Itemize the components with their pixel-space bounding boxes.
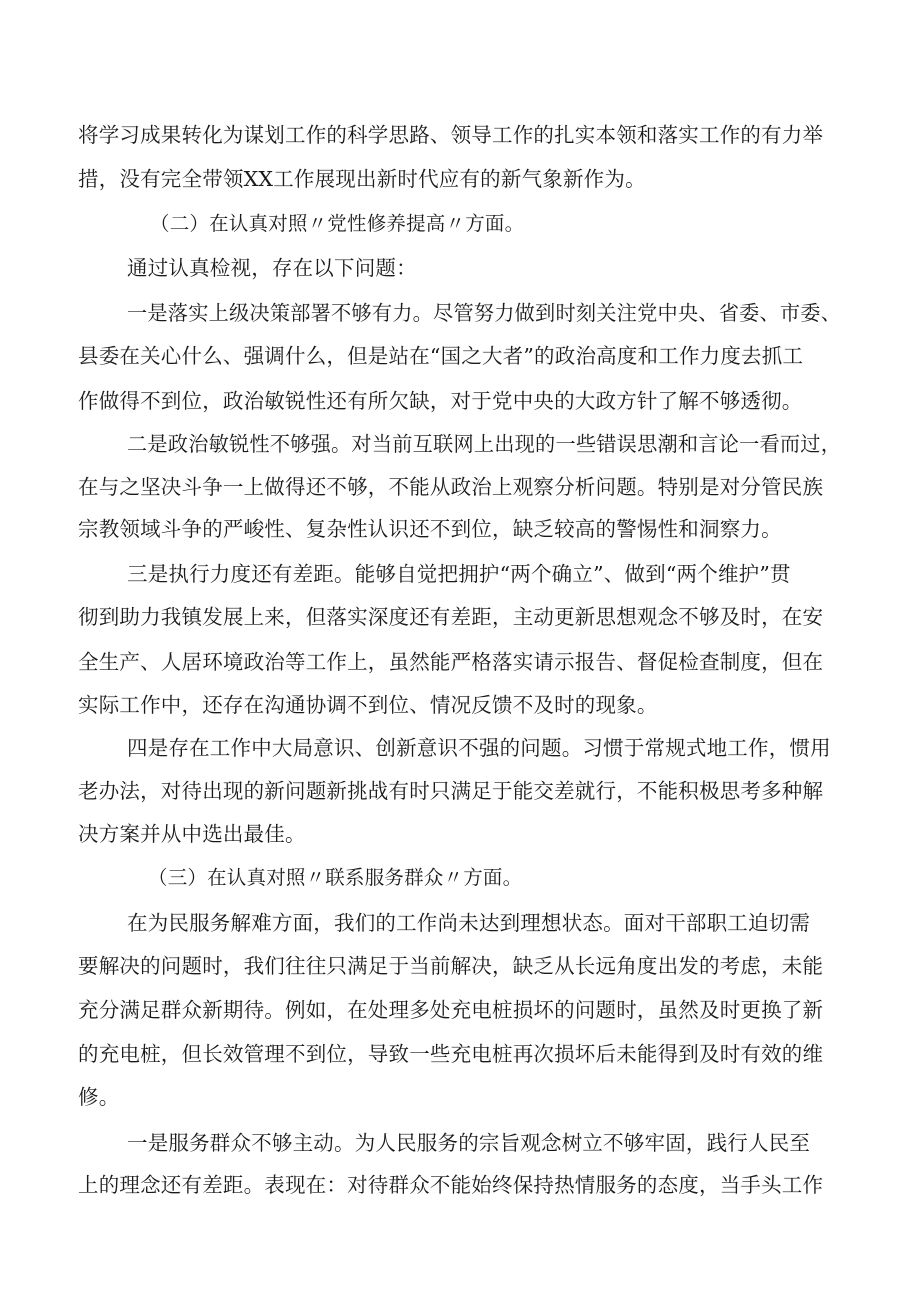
text-line: 要解决的问题时，我们往往只满足于当前解决，缺乏从长远角度出发的考虑，未能	[78, 954, 824, 978]
text-line: 决方案并从中选出最佳。	[78, 822, 306, 846]
text-line: 宗教领域斗争的严峻性、复杂性认识还不到位，缺乏较高的警惕性和洞察力。	[78, 517, 782, 541]
text-line: 老办法，对待出现的新问题新挑战有时只满足于能交差就行，不能积极思考多种解	[78, 779, 824, 803]
text-line: 实际工作中，还存在沟通协调不到位、情况反馈不及时的现象。	[78, 693, 658, 717]
text-line: 上的理念还有差距。表现在：对待群众不能始终保持热情服务的态度，当手头工作	[78, 1173, 824, 1197]
text-line: 彻到助力我镇发展上来，但落实深度还有差距，主动更新思想观念不够及时，在安	[78, 605, 824, 629]
text-line: 在与之坚决斗争一上做得还不够，不能从政治上观察分析问题。特别是对分管民族	[78, 475, 824, 499]
text-line: 修。	[78, 1085, 120, 1109]
text-line: 县委在关心什么、强调什么，但是站在“国之大者”的政治高度和工作力度去抓工	[78, 344, 804, 368]
section-heading: （三）在认真对照〃联系服务群众〃方面。	[148, 866, 523, 889]
text-line: 三是执行力度还有差距。能够自觉把拥护“两个确立”、做到“两个维护”贯	[127, 562, 791, 586]
text-line: 在为民服务解难方面，我们的工作尚未达到理想状态。面对干部职工迫切需	[127, 911, 811, 935]
text-line: 一是服务群众不够主动。为人民服务的宗旨观念树立不够牢固，践行人民至	[127, 1131, 811, 1155]
text-line: 一是落实上级决策部署不够有力。尽管努力做到时刻关注党中央、省委、市委、	[127, 301, 842, 325]
text-line: 作做得不到位，政治敏锐性还有所欠缺，对于党中央的大政方针了解不够透彻。	[78, 389, 803, 413]
text-line: 充分满足群众新期待。例如，在处理多处充电桩损坏的问题时，虽然及时更换了新	[78, 998, 824, 1022]
text-line: 全生产、人居环境政治等工作上，虽然能严格落实请示报告、督促检查制度，但在	[78, 650, 824, 674]
text-line: 通过认真检视，存在以下问题：	[127, 256, 417, 280]
text-line: 将学习成果转化为谋划工作的科学思路、领导工作的扎实本领和落实工作的有力举	[78, 123, 824, 147]
text-line: 二是政治敏锐性不够强。对当前互联网上出现的一些错误思潮和言论一看而过，	[127, 432, 842, 456]
text-line: 的充电桩，但长效管理不到位，导致一些充电桩再次损坏后未能得到及时有效的维	[78, 1042, 824, 1066]
text-line: 措，没有完全带领XX工作展现出新时代应有的新气象新作为。	[78, 167, 646, 191]
section-heading: （二）在认真对照〃党性修养提高〃方面。	[150, 212, 525, 235]
text-line: 四是存在工作中大局意识、创新意识不强的问题。习惯于常规式地工作，惯用	[127, 736, 831, 760]
